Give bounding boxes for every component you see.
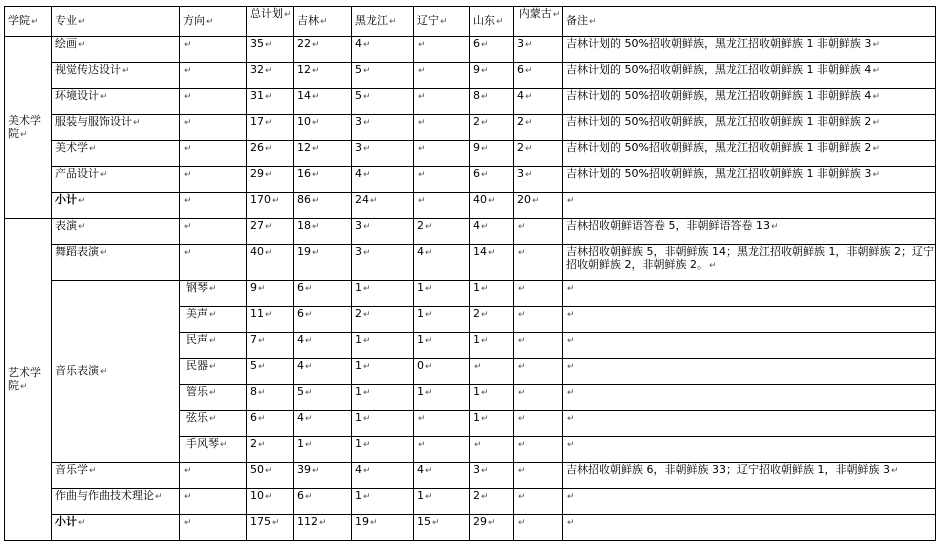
cell-sd: 3↵ — [470, 463, 514, 489]
cell-hlj: 4↵ — [352, 463, 414, 489]
cell-ln: 4↵ — [414, 463, 470, 489]
cell-nm: 4↵ — [514, 89, 563, 115]
cell-hlj: 19↵ — [352, 515, 414, 541]
cell-direction: ↵ — [180, 515, 247, 541]
cell-remark: ↵ — [563, 411, 936, 437]
table-row — [5, 245, 936, 281]
cell-sd: 1↵ — [470, 333, 514, 359]
cell-major: 环境设计↵ — [52, 89, 180, 115]
cell-ln: 1↵ — [414, 307, 470, 333]
cell-sd: 6↵ — [470, 37, 514, 63]
cell-jilin: 12↵ — [294, 63, 352, 89]
cell-total: 11↵ — [247, 307, 294, 333]
cell-direction: 民声↵ — [180, 333, 247, 359]
cell-jilin: 1↵ — [294, 437, 352, 463]
cell-nm: ↵ — [514, 437, 563, 463]
cell-direction: ↵ — [180, 63, 247, 89]
cell-jilin: 4↵ — [294, 359, 352, 385]
cell-hlj: 1↵ — [352, 437, 414, 463]
cell-jilin: 6↵ — [294, 307, 352, 333]
cell-sd: ↵ — [470, 437, 514, 463]
cell-jilin: 10↵ — [294, 115, 352, 141]
cell-remark: 吉林计划的 50%招收朝鲜族，黑龙江招收朝鲜族 1 非朝鲜族 4↵ — [563, 89, 936, 115]
cell-ln: 1↵ — [414, 333, 470, 359]
cell-ln: ↵ — [414, 37, 470, 63]
cell-nm: 2↵ — [514, 141, 563, 167]
cell-direction: ↵ — [180, 245, 247, 281]
cell-remark: 吉林计划的 50%招收朝鲜族，黑龙江招收朝鲜族 1 非朝鲜族 3↵ — [563, 167, 936, 193]
table-row — [5, 89, 936, 115]
table-row — [5, 515, 936, 541]
cell-ln: 15↵ — [414, 515, 470, 541]
cell-major: 作曲与作曲技术理论↵ — [52, 489, 180, 515]
header-liaoning: 辽宁↵ — [414, 7, 470, 37]
cell-ln: 1↵ — [414, 489, 470, 515]
cell-remark: ↵ — [563, 307, 936, 333]
cell-subtotal-label: 小计↵ — [52, 515, 180, 541]
cell-total: 2↵ — [247, 437, 294, 463]
cell-direction: 钢琴↵ — [180, 281, 247, 307]
cell-ln: ↵ — [414, 141, 470, 167]
cell-sd: 2↵ — [470, 489, 514, 515]
cell-sd: ↵ — [470, 359, 514, 385]
cell-direction: ↵ — [180, 37, 247, 63]
cell-hlj: 24↵ — [352, 193, 414, 219]
table-body — [5, 7, 936, 541]
cell-remark: 吉林计划的 50%招收朝鲜族，黑龙江招收朝鲜族 1 非朝鲜族 2↵ — [563, 141, 936, 167]
cell-sd: 4↵ — [470, 219, 514, 245]
cell-direction: ↵ — [180, 167, 247, 193]
header-row — [5, 7, 936, 37]
cell-hlj: 3↵ — [352, 219, 414, 245]
cell-nm: ↵ — [514, 359, 563, 385]
cell-major: 视觉传达设计↵ — [52, 63, 180, 89]
cell-major: 产品设计↵ — [52, 167, 180, 193]
cell-hlj: 1↵ — [352, 281, 414, 307]
cell-ln: 0↵ — [414, 359, 470, 385]
cell-remark: 吉林计划的 50%招收朝鲜族，黑龙江招收朝鲜族 1 非朝鲜族 3↵ — [563, 37, 936, 63]
cell-sd: 6↵ — [470, 167, 514, 193]
cell-remark: 吉林招收朝鲜语答卷 5，非朝鲜语答卷 13↵ — [563, 219, 936, 245]
cell-nm: ↵ — [514, 515, 563, 541]
cell-total: 35↵ — [247, 37, 294, 63]
table-row — [5, 489, 936, 515]
cell-ln: ↵ — [414, 63, 470, 89]
header-college: 学院↵ — [5, 7, 52, 37]
cell-total: 50↵ — [247, 463, 294, 489]
cell-major: 舞蹈表演↵ — [52, 245, 180, 281]
cell-total: 10↵ — [247, 489, 294, 515]
cell-direction: ↵ — [180, 489, 247, 515]
cell-hlj: 1↵ — [352, 489, 414, 515]
header-major: 专业↵ — [52, 7, 180, 37]
college-name-perf: 艺术学院↵ — [5, 219, 52, 541]
cell-nm: ↵ — [514, 281, 563, 307]
cell-hlj: 4↵ — [352, 167, 414, 193]
table-row — [5, 193, 936, 219]
cell-nm: 20↵ — [514, 193, 563, 219]
cell-ln: ↵ — [414, 89, 470, 115]
cell-direction: ↵ — [180, 193, 247, 219]
cell-direction: 民器↵ — [180, 359, 247, 385]
cell-remark: ↵ — [563, 359, 936, 385]
cell-jilin: 6↵ — [294, 281, 352, 307]
cell-jilin: 4↵ — [294, 333, 352, 359]
cell-major: 服装与服饰设计↵ — [52, 115, 180, 141]
cell-ln: 2↵ — [414, 219, 470, 245]
cell-total: 9↵ — [247, 281, 294, 307]
cell-hlj: 3↵ — [352, 141, 414, 167]
cell-sd: 1↵ — [470, 385, 514, 411]
cell-direction: ↵ — [180, 219, 247, 245]
cell-ln: ↵ — [414, 167, 470, 193]
cell-jilin: 39↵ — [294, 463, 352, 489]
table-row — [5, 63, 936, 89]
cell-hlj: 1↵ — [352, 333, 414, 359]
cell-jilin: 5↵ — [294, 385, 352, 411]
cell-nm: 3↵ — [514, 37, 563, 63]
header-heilongjiang: 黑龙江↵ — [352, 7, 414, 37]
cell-jilin: 18↵ — [294, 219, 352, 245]
cell-sd: 14↵ — [470, 245, 514, 281]
cell-total: 32↵ — [247, 63, 294, 89]
cell-hlj: 5↵ — [352, 89, 414, 115]
cell-ln: 1↵ — [414, 281, 470, 307]
cell-nm: ↵ — [514, 219, 563, 245]
cell-jilin: 6↵ — [294, 489, 352, 515]
cell-jilin: 86↵ — [294, 193, 352, 219]
header-neimenggu: 内蒙古↵ — [514, 7, 563, 37]
cell-nm: ↵ — [514, 307, 563, 333]
cell-total: 17↵ — [247, 115, 294, 141]
cell-jilin: 22↵ — [294, 37, 352, 63]
cell-hlj: 3↵ — [352, 245, 414, 281]
cell-jilin: 112↵ — [294, 515, 352, 541]
cell-hlj: 5↵ — [352, 63, 414, 89]
cell-remark: ↵ — [563, 385, 936, 411]
cell-hlj: 2↵ — [352, 307, 414, 333]
cell-remark: 吉林招收朝鲜族 5，非朝鲜族 14；黑龙江招收朝鲜族 1，非朝鲜族 2；辽宁招收朝鲜族 2，非朝鲜族 2。↵ — [563, 245, 936, 281]
cell-sd: 1↵ — [470, 411, 514, 437]
table-row — [5, 281, 936, 307]
cell-remark: ↵ — [563, 437, 936, 463]
cell-ln: ↵ — [414, 193, 470, 219]
cell-major: 表演↵ — [52, 219, 180, 245]
cell-direction: ↵ — [180, 89, 247, 115]
cell-direction: 手风琴↵ — [180, 437, 247, 463]
cell-nm: ↵ — [514, 411, 563, 437]
cell-total: 40↵ — [247, 245, 294, 281]
cell-nm: ↵ — [514, 385, 563, 411]
cell-sd: 9↵ — [470, 141, 514, 167]
cell-sd: 2↵ — [470, 115, 514, 141]
cell-total: 170↵ — [247, 193, 294, 219]
cell-major-music: 音乐表演↵ — [52, 281, 180, 463]
cell-major: 绘画↵ — [52, 37, 180, 63]
cell-nm: 2↵ — [514, 115, 563, 141]
cell-remark: 吉林计划的 50%招收朝鲜族，黑龙江招收朝鲜族 1 非朝鲜族 2↵ — [563, 115, 936, 141]
cell-jilin: 4↵ — [294, 411, 352, 437]
cell-total: 175↵ — [247, 515, 294, 541]
college-name-art: 美术学院↵ — [5, 37, 52, 219]
cell-hlj: 1↵ — [352, 359, 414, 385]
cell-sd: 9↵ — [470, 63, 514, 89]
cell-sd: 8↵ — [470, 89, 514, 115]
table-row — [5, 37, 936, 63]
cell-hlj: 3↵ — [352, 115, 414, 141]
cell-remark: ↵ — [563, 515, 936, 541]
cell-total: 7↵ — [247, 333, 294, 359]
cell-total: 29↵ — [247, 167, 294, 193]
cell-jilin: 16↵ — [294, 167, 352, 193]
cell-nm: 6↵ — [514, 63, 563, 89]
cell-remark: ↵ — [563, 333, 936, 359]
cell-total: 5↵ — [247, 359, 294, 385]
table-row — [5, 463, 936, 489]
cell-nm: ↵ — [514, 489, 563, 515]
cell-jilin: 19↵ — [294, 245, 352, 281]
cell-sd: 29↵ — [470, 515, 514, 541]
cell-hlj: 1↵ — [352, 411, 414, 437]
cell-direction: 美声↵ — [180, 307, 247, 333]
cell-hlj: 1↵ — [352, 385, 414, 411]
header-direction: 方向↵ — [180, 7, 247, 37]
table-row — [5, 219, 936, 245]
cell-direction: ↵ — [180, 115, 247, 141]
cell-jilin: 12↵ — [294, 141, 352, 167]
cell-remark: ↵ — [563, 489, 936, 515]
cell-total: 27↵ — [247, 219, 294, 245]
cell-remark: ↵ — [563, 193, 936, 219]
cell-total: 26↵ — [247, 141, 294, 167]
cell-direction: ↵ — [180, 141, 247, 167]
cell-sd: 40↵ — [470, 193, 514, 219]
table-row — [5, 167, 936, 193]
cell-nm: ↵ — [514, 333, 563, 359]
header-total: 总计划↵ — [247, 7, 294, 37]
cell-remark: 吉林招收朝鲜族 6，非朝鲜族 33；辽宁招收朝鲜族 1，非朝鲜族 3↵ — [563, 463, 936, 489]
cell-total: 6↵ — [247, 411, 294, 437]
cell-sd: 2↵ — [470, 307, 514, 333]
cell-nm: 3↵ — [514, 167, 563, 193]
cell-ln: ↵ — [414, 115, 470, 141]
cell-jilin: 14↵ — [294, 89, 352, 115]
cell-subtotal-label: 小计↵ — [52, 193, 180, 219]
cell-ln: 4↵ — [414, 245, 470, 281]
cell-major: 音乐学↵ — [52, 463, 180, 489]
cell-nm: ↵ — [514, 245, 563, 281]
cell-remark: ↵ — [563, 281, 936, 307]
cell-direction: ↵ — [180, 463, 247, 489]
cell-sd: 1↵ — [470, 281, 514, 307]
cell-direction: 管乐↵ — [180, 385, 247, 411]
cell-total: 8↵ — [247, 385, 294, 411]
header-remark: 备注↵ — [563, 7, 936, 37]
cell-total: 31↵ — [247, 89, 294, 115]
header-jilin: 吉林↵ — [294, 7, 352, 37]
table-row — [5, 141, 936, 167]
cell-remark: 吉林计划的 50%招收朝鲜族，黑龙江招收朝鲜族 1 非朝鲜族 4↵ — [563, 63, 936, 89]
cell-major: 美术学↵ — [52, 141, 180, 167]
cell-ln: ↵ — [414, 437, 470, 463]
header-shandong: 山东↵ — [470, 7, 514, 37]
cell-ln: 1↵ — [414, 385, 470, 411]
cell-hlj: 4↵ — [352, 37, 414, 63]
cell-nm: ↵ — [514, 463, 563, 489]
table-row — [5, 115, 936, 141]
enrollment-plan-table — [4, 6, 936, 541]
cell-ln: ↵ — [414, 411, 470, 437]
cell-direction: 弦乐↵ — [180, 411, 247, 437]
